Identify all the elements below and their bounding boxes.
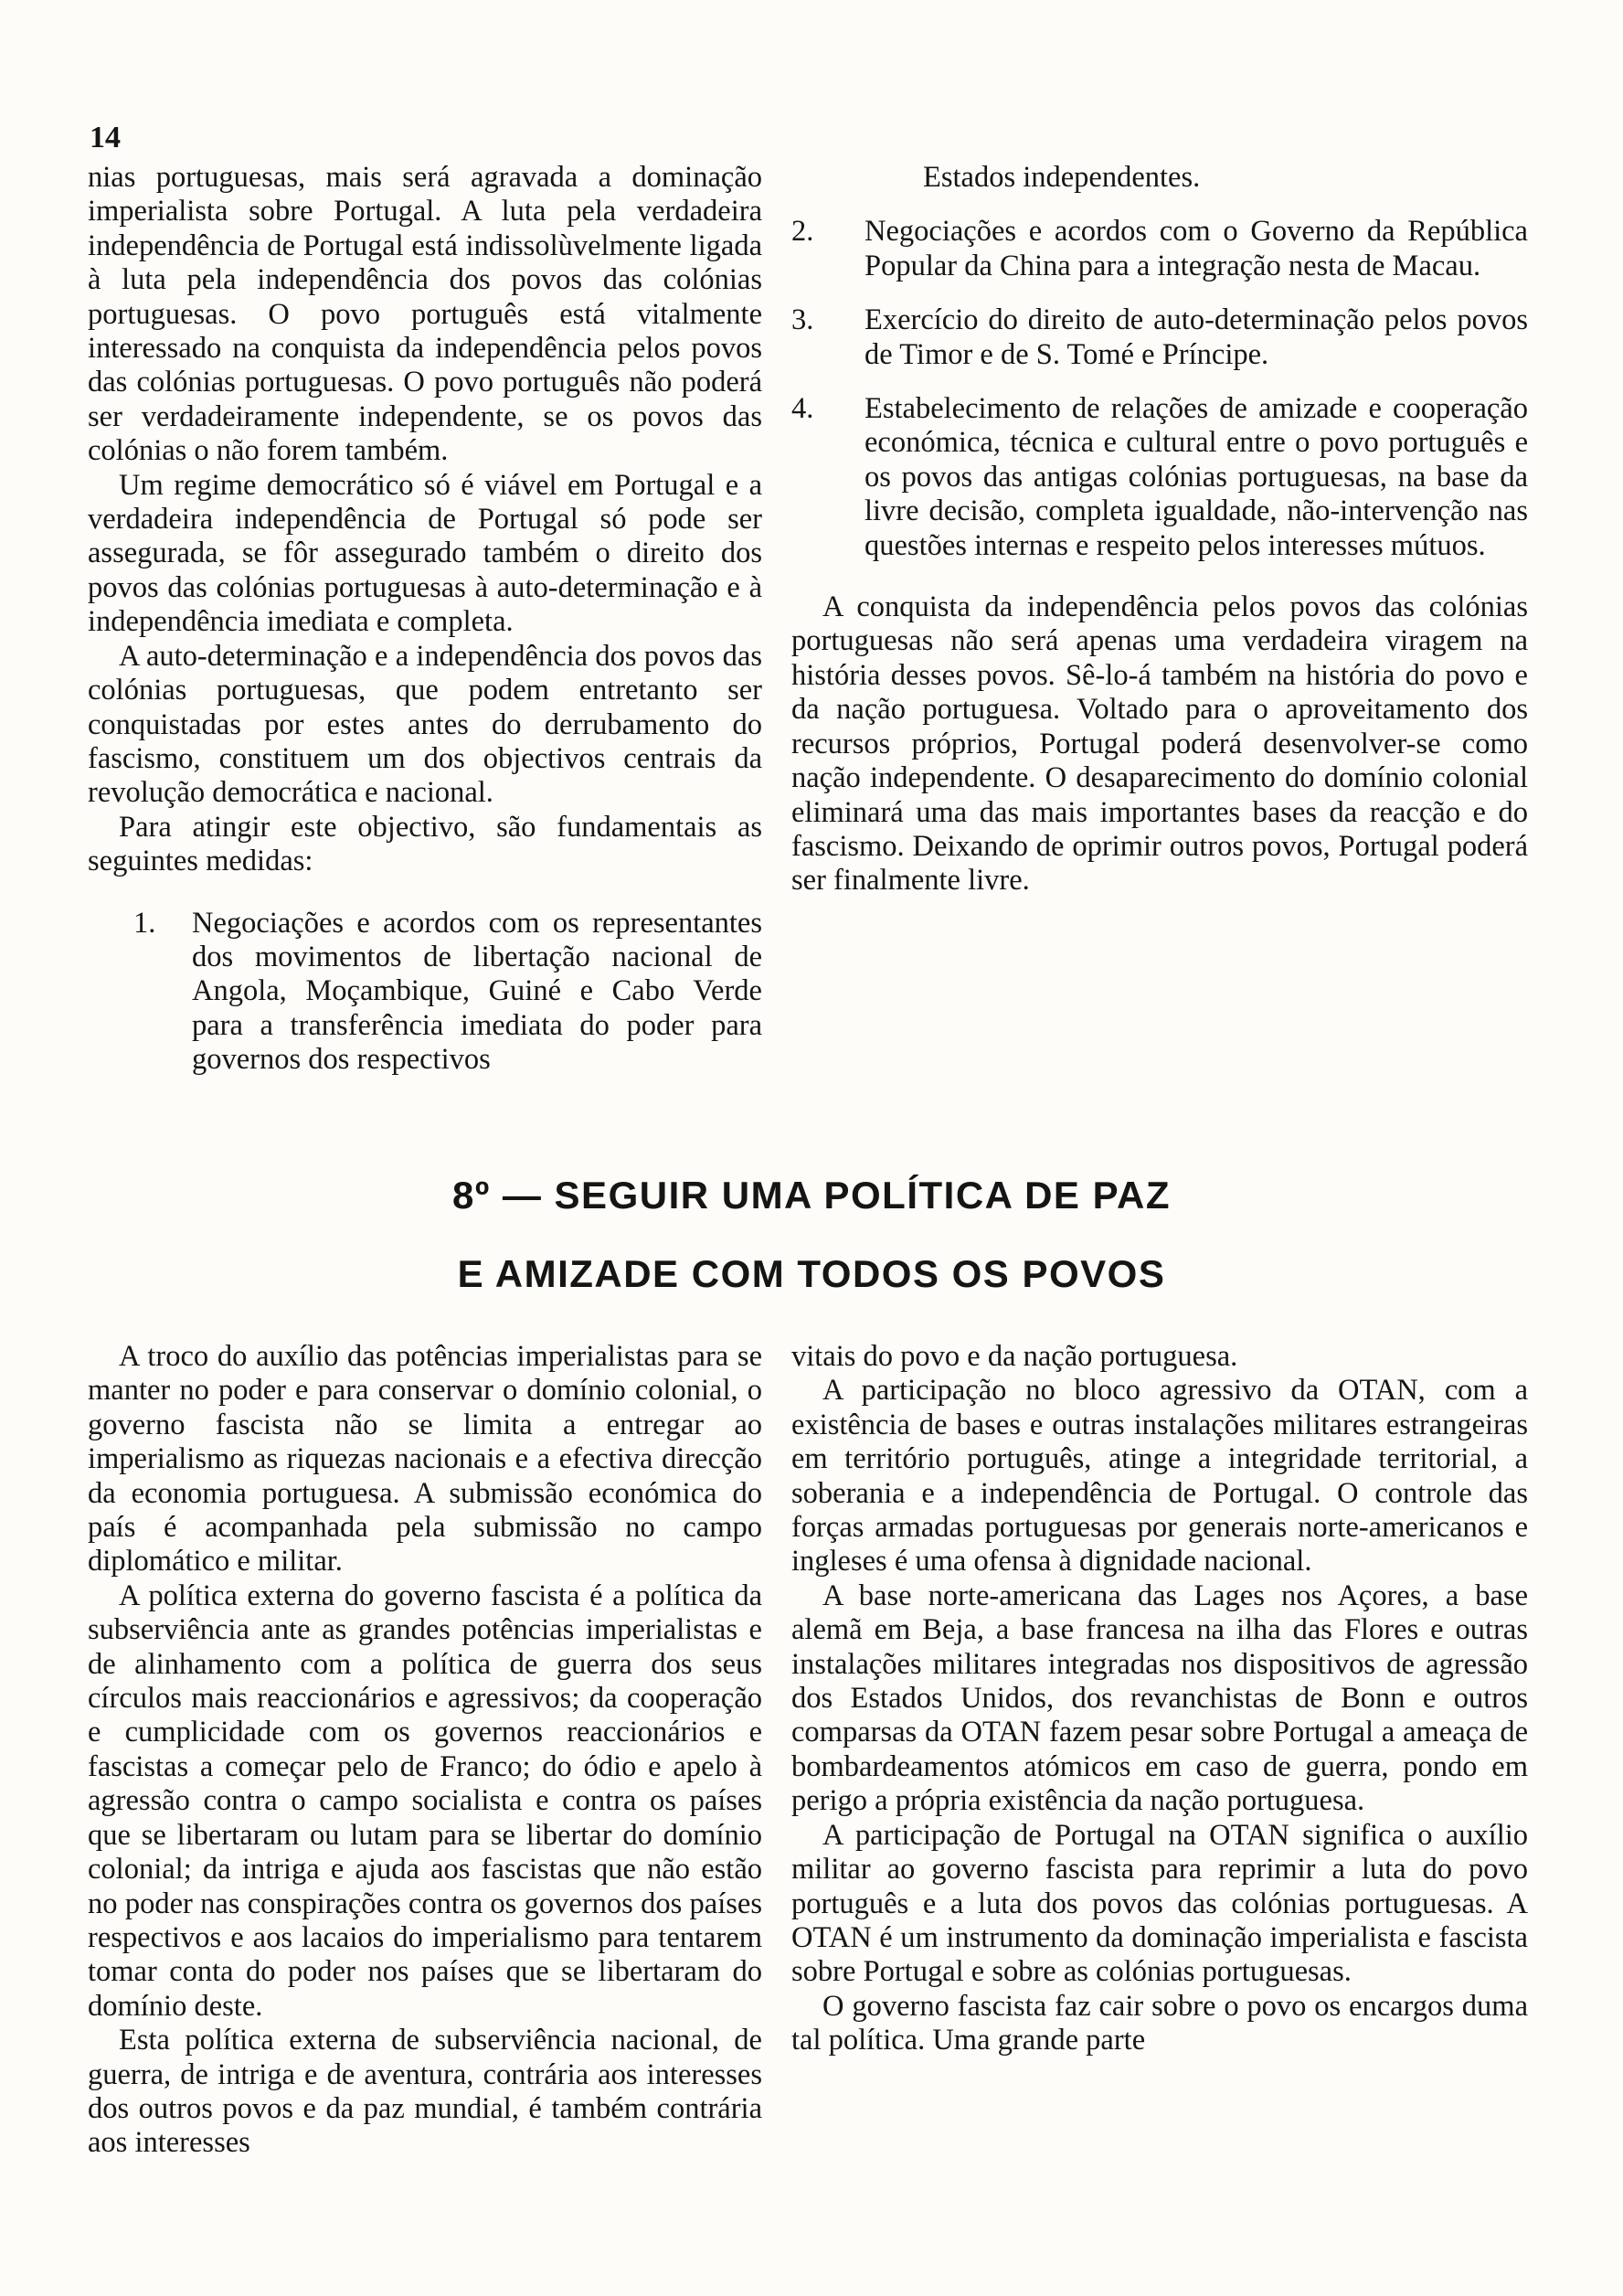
paragraph: A troco do auxílio das potências imperialistas para se manter no poder e para conservar o domínio colonial, o governo fascista não se limita a entregar ao imperialismo as riquezas nacionais e a efectiva direcção da economia portuguesa. A submissão económica do país é acompanhada pela submissão no campo diplomático e militar. bbox=[88, 1340, 762, 1578]
section1-right-column bbox=[791, 161, 1528, 898]
paragraph: A auto-determinação e a independência dos povos das colónias portuguesas, que podem entretanto ser conquistadas por estes antes do derrubamento do fascismo, constituem um dos objectivos centrais da revolução democrática e nacional. bbox=[88, 639, 762, 810]
paragraph: nias portuguesas, mais será agravada a dominação imperialista sobre Portugal. A luta pela verdadeira independência de Portugal está indissolùvelmente ligada à luta pela independência dos povos das colónias portuguesas. O povo português está vitalmente interessado na conquista da independência pelos povos das colónias portuguesas. O povo português não poderá ser verdadeiramente independente, se os povos das colónias o não forem também. bbox=[88, 161, 762, 468]
paragraph: A participação no bloco agressivo da OTAN, com a existência de bases e outras instalações militares estrangeiras em território português, atinge a integridade territorial, a soberania e a independência de Portugal. O controle das forças armadas portuguesas por generais norte-americanos e ingleses é uma ofensa à dignidade nacional. bbox=[791, 1374, 1528, 1578]
list-item bbox=[88, 907, 762, 1078]
page-number: 14 bbox=[90, 121, 121, 154]
paragraph: Um regime democrático só é viável em Portugal e a verdadeira independência de Portugal só pode ser assegurada, se fôr assegurado também o direito dos povos das colónias portuguesas à auto-determinação e à independência imediata e completa. bbox=[88, 468, 762, 639]
paragraph: A participação de Portugal na OTAN significa o auxílio militar ao governo fascista para reprimir a luta do povo português e a luta dos povos das colónias portuguesas. A OTAN é um instrumento da dominação imperialista e fascista sobre Portugal e sobre as colónias portuguesas. bbox=[791, 1818, 1528, 1989]
list-item bbox=[791, 392, 1528, 563]
paragraph: Esta política externa de subserviência nacional, de guerra, de intriga e de aventura, contrária aos interesses dos outros povos e da paz mundial, é também contrária aos interesses bbox=[88, 2024, 762, 2160]
paragraph: A base norte-americana das Lages nos Açores, a base alemã em Beja, a base francesa na ilha das Flores e outras instalações militares integradas nos dispositivos de agressão dos Estados Unidos, dos revanchistas de Bonn e outros comparsas da OTAN fazem pesar sobre Portugal a ameaça de bombardeamentos atómicos em caso de guerra, pondo em perigo a própria existência da nação portuguesa. bbox=[791, 1578, 1528, 1818]
paragraph: A política externa do governo fascista é a política da subserviência ante as grandes potências imperialistas e de alinhamento com a política de guerra dos seus círculos mais reaccionários e agressivos; da cooperação e cumplicidade com os governos reaccionários e fascistas a começar pelo de Franco; do ódio e apelo à agressão contra o campo socialista e contra os países que se libertaram ou lutam para se libertar do domínio colonial; da intriga e ajuda aos fascistas que não estão no poder nas conspirações contra os governos dos países respectivos e aos lacaios do imperialismo para tentarem tomar conta do poder nos países que se libertaram do domínio deste. bbox=[88, 1578, 762, 2023]
list-text: Negociações e acordos com o Governo da República Popular da China para a integração nesta de Macau. bbox=[865, 215, 1528, 282]
section2-left-column bbox=[88, 1340, 762, 2161]
list-number: 3. bbox=[791, 303, 814, 337]
list-text: Negociações e acordos com os representantes dos movimentos de libertação nacional de Angola, Moçambique, Guiné e Cabo Verde para a transferência imediata do poder para governos dos respectivos bbox=[192, 906, 762, 1077]
list-number: 1. bbox=[133, 906, 156, 940]
list-item bbox=[791, 215, 1528, 283]
paragraph-continuation: Estados independentes. bbox=[923, 161, 1201, 194]
section-heading-line1: 8º — SEGUIR UMA POLÍTICA DE PAZ bbox=[452, 1174, 1171, 1217]
paragraph: Para atingir este objectivo, são fundamentais as seguintes medidas: bbox=[88, 810, 762, 878]
paragraph: A conquista da independência pelos povos das colónias portuguesas não será apenas uma verdadeira viragem na história desses povos. Sê-lo-á também na história do povo e da nação portuguesa. Voltado para o aproveitamento dos recursos próprios, Portugal poderá desenvolver-se como nação independente. O desaparecimento do domínio colonial eliminará uma das mais importantes bases da reacção e do fascismo. Deixando de oprimir outros povos, Portugal poderá ser finalmente livre. bbox=[791, 590, 1528, 898]
section1-left-column bbox=[88, 161, 762, 1098]
section2-right-column bbox=[791, 1340, 1528, 2058]
paragraph: O governo fascista faz cair sobre o povo os encargos duma tal política. Uma grande parte bbox=[791, 1989, 1528, 2057]
list-text: Estabelecimento de relações de amizade e cooperação económica, técnica e cultural entre o povo português e os povos das antigas colónias portuguesas, na base da livre decisão, completa igualdade, não-intervenção nas questões internas e respeito pelos interesses mútuos. bbox=[865, 392, 1528, 562]
list-item bbox=[791, 303, 1528, 372]
list-text: Exercício do direito de auto-determinação pelos povos de Timor e de S. Tomé e Príncipe. bbox=[865, 303, 1528, 371]
list-number: 4. bbox=[791, 392, 814, 426]
list-number: 2. bbox=[791, 215, 814, 249]
section-heading-line2: E AMIZADE COM TODOS OS POVOS bbox=[457, 1252, 1166, 1295]
paragraph-continuation: vitais do povo e da nação portuguesa. bbox=[791, 1340, 1238, 1373]
